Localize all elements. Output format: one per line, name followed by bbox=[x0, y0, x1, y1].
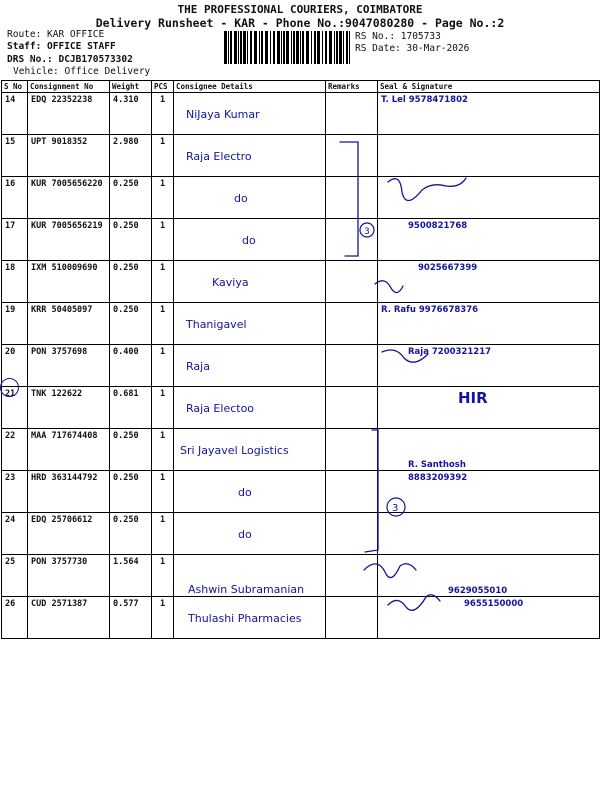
rs-number: RS No.: 1705733 bbox=[355, 31, 441, 42]
table-row bbox=[2, 93, 600, 135]
row-signature: Raja 7200321217 bbox=[378, 345, 600, 387]
table-row bbox=[2, 555, 600, 597]
row-remarks bbox=[326, 93, 378, 135]
row-consignment: EDQ 22352238 bbox=[28, 93, 110, 135]
table-row bbox=[2, 597, 600, 639]
row-consignee: Thulashi Pharmacies bbox=[174, 597, 326, 639]
barcode-bar bbox=[339, 31, 342, 64]
row-signature: 9025667399 bbox=[378, 261, 600, 303]
barcode-bar bbox=[336, 31, 338, 64]
row-consignment: UPT 9018352 bbox=[28, 135, 110, 177]
row-consignment: MAA 717674408 bbox=[28, 429, 110, 471]
row-signature: 9500821768 bbox=[378, 219, 600, 261]
row-consignee: Raja bbox=[174, 345, 326, 387]
row-remarks bbox=[326, 135, 378, 177]
row-signature bbox=[378, 513, 600, 555]
col-sno: S No bbox=[2, 81, 28, 93]
row-weight: 0.400 bbox=[110, 345, 152, 387]
row-signature: T. Lel 9578471802 bbox=[378, 93, 600, 135]
col-weight: Weight bbox=[110, 81, 152, 93]
row-pcs: 1 bbox=[152, 345, 174, 387]
table-row bbox=[2, 135, 600, 177]
barcode-bar bbox=[311, 31, 312, 64]
row-signature bbox=[378, 177, 600, 219]
barcode-bar bbox=[296, 31, 299, 64]
row-pcs: 1 bbox=[152, 303, 174, 345]
barcode-bar bbox=[230, 31, 232, 64]
row-pcs: 1 bbox=[152, 387, 174, 429]
row-sno: 15 bbox=[2, 135, 28, 177]
barcode-bar bbox=[254, 31, 257, 64]
row-weight: 0.250 bbox=[110, 261, 152, 303]
row-pcs: 1 bbox=[152, 177, 174, 219]
table-row bbox=[2, 177, 600, 219]
barcode-bar bbox=[322, 31, 323, 64]
barcode-bar bbox=[346, 31, 348, 64]
barcode-bar bbox=[273, 31, 275, 64]
row-consignment: IXM 510009690 bbox=[28, 261, 110, 303]
barcode-bar bbox=[291, 31, 292, 64]
row-signature: HIR bbox=[378, 387, 600, 429]
row-weight: 0.250 bbox=[110, 471, 152, 513]
row-consignee: do bbox=[174, 471, 326, 513]
row-sno: 14 bbox=[2, 93, 28, 135]
row-weight: 0.250 bbox=[110, 303, 152, 345]
barcode-bar bbox=[325, 31, 327, 64]
barcode-bar bbox=[343, 31, 344, 64]
col-signature: Seal & Signature bbox=[378, 81, 600, 93]
table-row bbox=[2, 261, 600, 303]
barcode-bar bbox=[259, 31, 260, 64]
table-row bbox=[2, 513, 600, 555]
barcode-bar bbox=[238, 31, 239, 64]
barcode-image bbox=[224, 31, 350, 64]
barcode-bar bbox=[283, 31, 285, 64]
row-remarks bbox=[326, 429, 378, 471]
row-signature: R. Santhosh bbox=[378, 429, 600, 471]
table-header-row bbox=[2, 81, 600, 93]
row-signature bbox=[378, 135, 600, 177]
row-pcs: 1 bbox=[152, 555, 174, 597]
rs-date: RS Date: 30-Mar-2026 bbox=[355, 42, 470, 54]
row-sno: 20 bbox=[2, 345, 28, 387]
barcode-bar bbox=[250, 31, 252, 64]
row-remarks bbox=[326, 597, 378, 639]
row-remarks bbox=[326, 345, 378, 387]
row-remarks bbox=[326, 261, 378, 303]
row-consignee: do bbox=[174, 513, 326, 555]
row-consignee: Raja Electro bbox=[174, 135, 326, 177]
barcode-bar bbox=[306, 31, 309, 64]
row-weight: 0.250 bbox=[110, 513, 152, 555]
row-remarks bbox=[326, 471, 378, 513]
row-weight: 0.250 bbox=[110, 429, 152, 471]
barcode-bar bbox=[240, 31, 242, 64]
row-consignee: Sri Jayavel Logistics bbox=[174, 429, 326, 471]
barcode-bar bbox=[302, 31, 304, 64]
runsheet-table bbox=[1, 80, 600, 639]
table-row bbox=[2, 471, 600, 513]
row-21-circle-mark bbox=[0, 378, 19, 397]
row-consignee: Raja Electoo bbox=[174, 387, 326, 429]
row-pcs: 1 bbox=[152, 219, 174, 261]
table-row bbox=[2, 387, 600, 429]
row-consignment: CUD 2571387 bbox=[28, 597, 110, 639]
runsheet-header bbox=[0, 0, 600, 90]
row-remarks bbox=[326, 555, 378, 597]
row-remarks bbox=[326, 303, 378, 345]
barcode-bar bbox=[247, 31, 248, 64]
row-consignee: Kaviya bbox=[174, 261, 326, 303]
row-consignment: KRR 50405097 bbox=[28, 303, 110, 345]
row-sno: 18 bbox=[2, 261, 28, 303]
row-consignment: PON 3757730 bbox=[28, 555, 110, 597]
barcode-bar bbox=[261, 31, 263, 64]
row-sno: 23 bbox=[2, 471, 28, 513]
row-pcs: 1 bbox=[152, 513, 174, 555]
barcode-bar bbox=[317, 31, 320, 64]
col-remarks: Remarks bbox=[326, 81, 378, 93]
col-consignee: Consignee Details bbox=[174, 81, 326, 93]
table-row bbox=[2, 303, 600, 345]
row-consignment: KUR 7005656219 bbox=[28, 219, 110, 261]
barcode-bar bbox=[314, 31, 316, 64]
row-consignee: do bbox=[174, 177, 326, 219]
row-weight: 4.310 bbox=[110, 93, 152, 135]
table-row bbox=[2, 345, 600, 387]
row-remarks bbox=[326, 513, 378, 555]
row-weight: 0.250 bbox=[110, 177, 152, 219]
barcode-bar bbox=[293, 31, 295, 64]
staff-label: Staff: OFFICE STAFF bbox=[7, 41, 116, 52]
row-sno: 19 bbox=[2, 303, 28, 345]
row-sno: 26 bbox=[2, 597, 28, 639]
barcode-bar bbox=[265, 31, 268, 64]
barcode-bar bbox=[286, 31, 289, 64]
row-consignment: EDQ 25706612 bbox=[28, 513, 110, 555]
barcode-bar bbox=[281, 31, 282, 64]
runsheet-title: Delivery Runsheet - KAR - Phone No.:9047080280 - Page No.:2 bbox=[95, 16, 505, 30]
col-consignment: Consignment No bbox=[28, 81, 110, 93]
row-remarks bbox=[326, 219, 378, 261]
row-pcs: 1 bbox=[152, 429, 174, 471]
row-consignment: HRD 363144792 bbox=[28, 471, 110, 513]
row-sno: 17 bbox=[2, 219, 28, 261]
row-consignment: PON 3757698 bbox=[28, 345, 110, 387]
row-signature: 8883209392 bbox=[378, 471, 600, 513]
vehicle-label: Vehicle: Office Delivery bbox=[13, 66, 151, 77]
barcode-bar bbox=[243, 31, 246, 64]
row-consignee: NiJaya Kumar bbox=[174, 93, 326, 135]
table-row bbox=[2, 219, 600, 261]
barcode-bar bbox=[270, 31, 271, 64]
row-weight: 0.250 bbox=[110, 219, 152, 261]
company-name: THE PROFESSIONAL COURIERS, COIMBATORE bbox=[177, 3, 423, 16]
row-sno: 22 bbox=[2, 429, 28, 471]
row-pcs: 1 bbox=[152, 261, 174, 303]
row-sno: 24 bbox=[2, 513, 28, 555]
barcode-bar bbox=[234, 31, 237, 64]
drs-number: DRS No.: DCJB170573302 bbox=[7, 54, 133, 65]
barcode-bar bbox=[349, 31, 350, 64]
barcode-bar bbox=[224, 31, 227, 64]
row-sno: 25 bbox=[2, 555, 28, 597]
row-weight: 2.980 bbox=[110, 135, 152, 177]
row-weight: 0.577 bbox=[110, 597, 152, 639]
row-consignee: do bbox=[174, 219, 326, 261]
route-label: Route: KAR OFFICE bbox=[7, 29, 105, 40]
row-pcs: 1 bbox=[152, 93, 174, 135]
table-row bbox=[2, 429, 600, 471]
row-consignee: Ashwin Subramanian bbox=[174, 555, 326, 597]
row-weight: 1.564 bbox=[110, 555, 152, 597]
row-consignment: TNK 122622 bbox=[28, 387, 110, 429]
row-sno: 16 bbox=[2, 177, 28, 219]
bracket-count: 3 bbox=[364, 227, 370, 237]
barcode-bar bbox=[334, 31, 335, 64]
barcode-bar bbox=[277, 31, 280, 64]
barcode-bar bbox=[300, 31, 301, 64]
row-pcs: 1 bbox=[152, 597, 174, 639]
rs-info bbox=[355, 31, 469, 54]
row-remarks bbox=[326, 387, 378, 429]
row-pcs: 1 bbox=[152, 471, 174, 513]
row-remarks bbox=[326, 177, 378, 219]
barcode-bar bbox=[228, 31, 229, 64]
row-signature: 9629055010 bbox=[378, 555, 600, 597]
row-sno: 21 bbox=[2, 387, 28, 429]
row-signature: 9655150000 bbox=[378, 597, 600, 639]
row-signature: R. Rafu 9976678376 bbox=[378, 303, 600, 345]
barcode-bar bbox=[329, 31, 332, 64]
bracket-count: 3 bbox=[392, 503, 399, 514]
row-weight: 0.681 bbox=[110, 387, 152, 429]
row-consignment: KUR 7005656220 bbox=[28, 177, 110, 219]
row-pcs: 1 bbox=[152, 135, 174, 177]
row-consignee: Thanigavel bbox=[174, 303, 326, 345]
col-pcs: PCS bbox=[152, 81, 174, 93]
